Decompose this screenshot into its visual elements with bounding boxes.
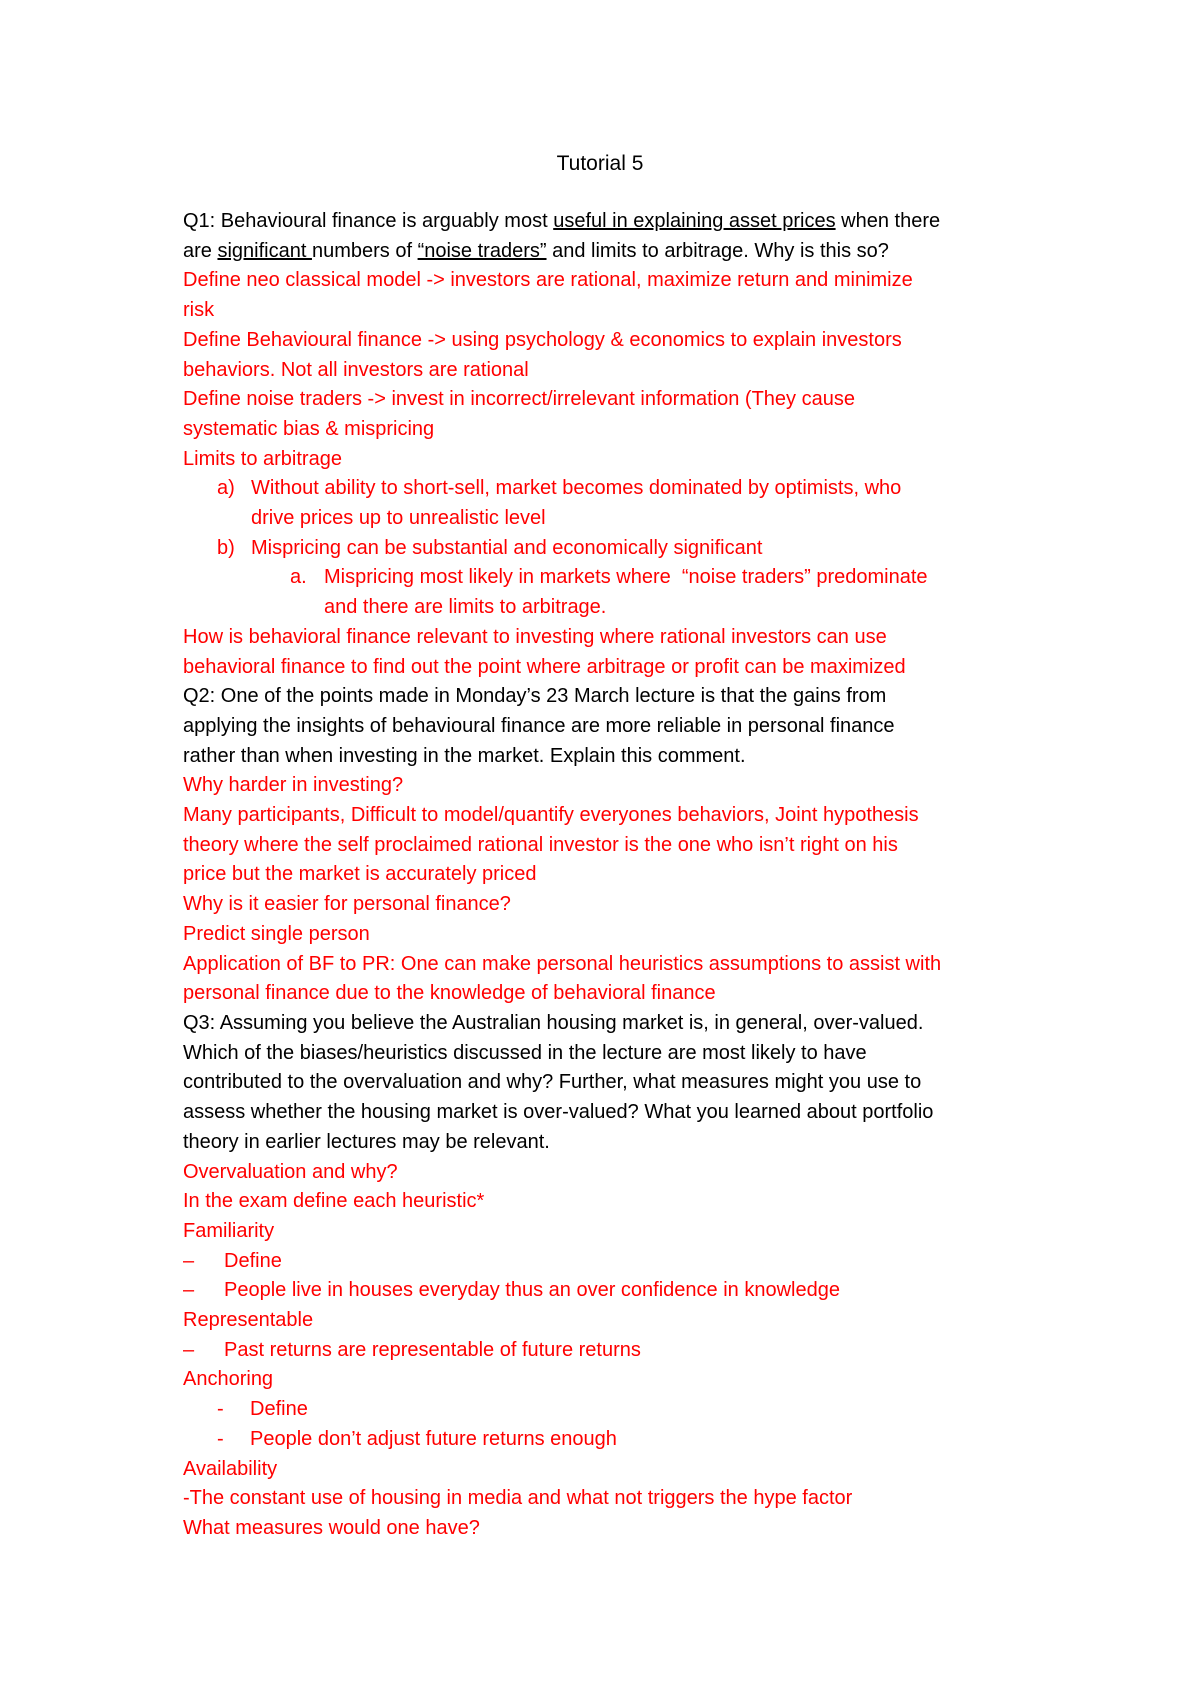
list-item [183,534,1043,564]
text-run: Without ability to short-sell, market becomes dominated by optimists, who [251,477,902,500]
list-item-text [251,474,901,533]
list-item-text: People don’t adjust future returns enough [250,1427,617,1450]
answer-line: In the exam define each heuristic* [183,1190,485,1213]
heuristic-heading: Anchoring [183,1368,274,1391]
answer-line: Define Behavioural finance -> using psychology & economics to explain investors [183,328,902,351]
list-marker: – [183,1279,195,1302]
list-item-text: Define [250,1398,308,1421]
answer-line: Define neo classical model -> investors are rational, maximize return and minimize [183,269,913,292]
answer-line: personal finance due to the knowledge of behavioral finance [183,982,716,1005]
list-item [183,1247,1043,1277]
text-run: and there are limits to arbitrage. [324,596,607,619]
list-marker: - [217,1427,224,1450]
list-item-text: Define [224,1249,282,1272]
answer-heading: What measures would one have? [183,1516,480,1539]
list-item [183,1336,1043,1366]
list-item-text: People live in houses everyday thus an over confidence in knowledge [224,1279,840,1302]
q3-line: contributed to the overvaluation and why? Further, what measures might you use to [183,1071,922,1094]
list-item-text [324,563,928,622]
q2-line: rather than when investing in the market. Explain this comment. [183,744,746,767]
list-marker: a. [290,566,307,589]
text-run: are [183,239,218,262]
q2-line: applying the insights of behavioural finance are more reliable in personal finance [183,714,895,737]
q1-line-2 [183,237,1043,267]
answer-line: risk [183,299,215,322]
text-run: Q1: Behavioural finance is arguably most [183,210,554,232]
q3-line: Which of the biases/heuristics discussed in the lecture are most likely to have [183,1041,867,1064]
q3-line: assess whether the housing market is over-valued? What you learned about portfolio [183,1101,934,1124]
underlined-text: “noise traders” [417,239,547,262]
list-item [183,474,1043,533]
list-item [183,1395,1043,1425]
list-item-text: Past returns are representable of future returns [224,1338,641,1361]
text-run: when there [835,210,941,232]
answer-heading: Limits to arbitrage [183,447,342,470]
heuristic-heading: Availability [183,1457,278,1480]
answer-line: How is behavioral finance relevant to investing where rational investors can use [183,625,887,648]
answer-line: behaviors. Not all investors are rational [183,358,529,381]
text-run: numbers of [311,239,418,262]
list-item [183,563,1043,622]
document-body [183,207,1043,1544]
answer-line: systematic bias & mispricing [183,417,435,440]
list-marker: – [183,1249,195,1272]
answer-line: Application of BF to PR: One can make personal heuristics assumptions to assist with [183,952,942,975]
answer-line: theory where the self proclaimed rational investor is the one who isn’t right on his [183,833,898,856]
underlined-text: useful in explaining asset prices [553,210,836,232]
answer-line: Define noise traders -> invest in incorrect/irrelevant information (They cause [183,388,855,411]
document-title: Tutorial 5 [556,152,644,175]
heuristic-heading: Familiarity [183,1219,275,1242]
q2-line: Q2: One of the points made in Monday’s 23 March lecture is that the gains from [183,685,887,708]
answer-line: -The constant use of housing in media and what not triggers the hype factor [183,1487,853,1510]
underlined-text: significant [217,239,312,262]
q3-line: theory in earlier lectures may be relevant. [183,1130,550,1153]
list-marker: b) [217,536,235,559]
heuristic-heading: Representable [183,1309,314,1332]
answer-heading: Why harder in investing? [183,774,404,797]
text-run: Mispricing most likely in markets where “noise traders” predominate [324,566,928,589]
answer-line: Many participants, Difficult to model/quantify everyones behaviors, Joint hypothesis [183,804,919,827]
list-item-text: Mispricing can be substantial and economically significant [251,536,763,559]
text-run: and limits to arbitrage. Why is this so? [546,239,889,262]
q3-line: Q3: Assuming you believe the Australian housing market is, in general, over-valued. [183,1011,924,1034]
q1-line-1 [183,207,1043,237]
text-run: drive prices up to unrealistic level [251,507,546,530]
answer-heading: Overvaluation and why? [183,1160,398,1183]
list-item [183,1276,1043,1306]
list-marker: - [217,1398,224,1421]
list-marker: a) [217,477,235,500]
answer-heading: Why is it easier for personal finance? [183,893,511,916]
list-marker: – [183,1338,195,1361]
answer-line: price but the market is accurately priced [183,863,537,886]
list-item [183,1425,1043,1455]
answer-line: Predict single person [183,922,370,945]
answer-line: behavioral finance to find out the point where arbitrage or profit can be maximized [183,655,906,678]
